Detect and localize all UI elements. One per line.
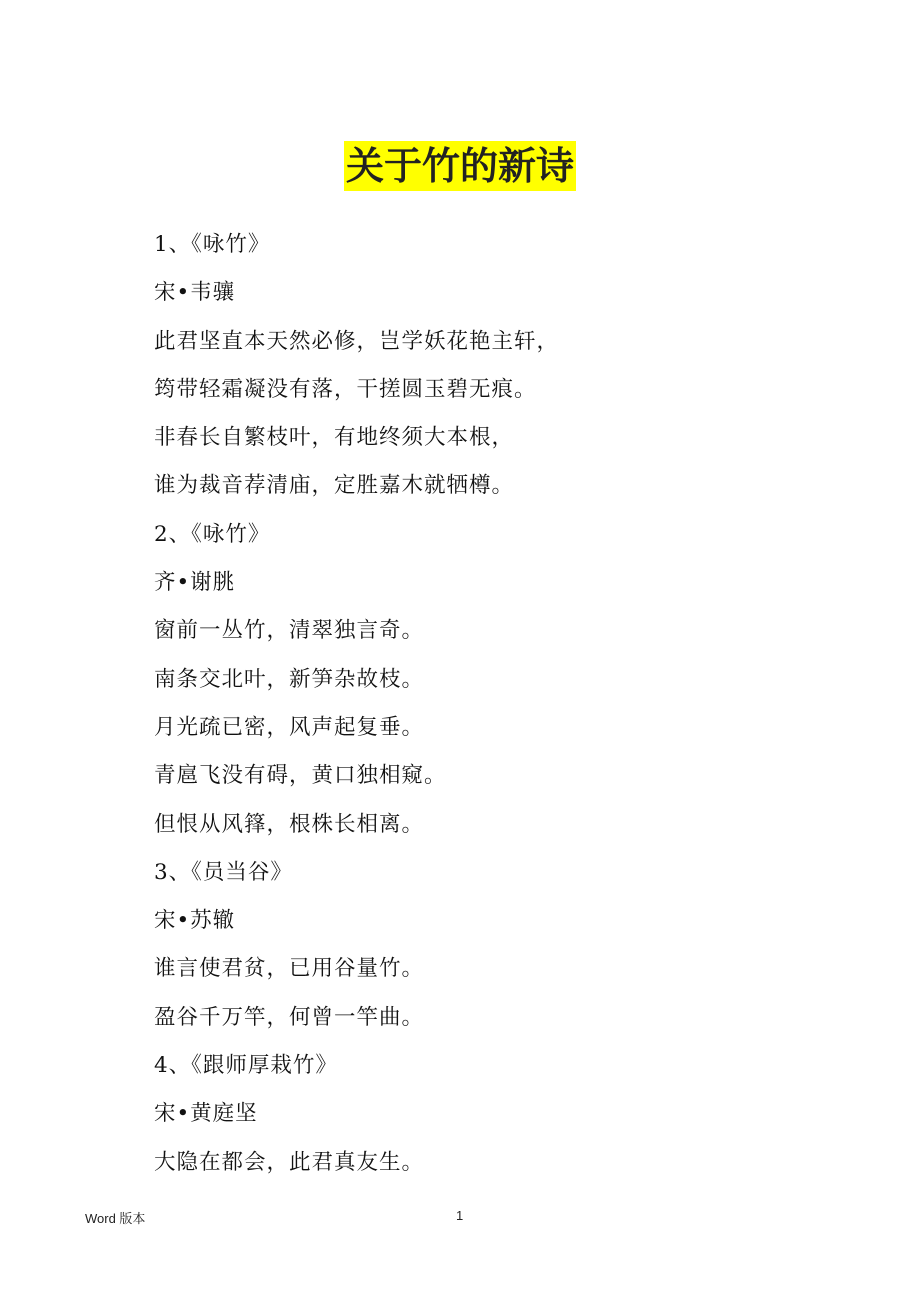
text-line: 谁言使君贫，已用谷量竹。 bbox=[154, 956, 425, 982]
text-line: 月光疏已密，风声起复垂。 bbox=[154, 714, 425, 740]
text-line: 2、《咏竹》 bbox=[154, 521, 271, 547]
text-line: 宋•韦骧 bbox=[154, 280, 236, 306]
text-line: 筠带轻霜凝没有落，干搓圆玉碧无痕。 bbox=[154, 376, 537, 402]
text-line: 1、《咏竹》 bbox=[154, 232, 271, 257]
text-line: 4、《跟师厚栽竹》 bbox=[154, 1053, 338, 1079]
text-line: 大隐在都会，此君真友生。 bbox=[154, 1149, 425, 1175]
text-line: 3、《员当谷》 bbox=[154, 859, 293, 885]
text-line: 南条交北叶，新笋杂故枝。 bbox=[154, 666, 425, 692]
text-line: 青扈飞没有碍，黄口独相窥。 bbox=[154, 763, 447, 789]
text-line: 非春长自繁枝叶，有地终须大本根， bbox=[154, 425, 515, 451]
document-body bbox=[154, 225, 854, 1191]
text-line: 盈谷千万竿，何曾一竿曲。 bbox=[154, 1004, 425, 1030]
text-line: 谁为裁音荐清庙，定胜嘉木就牺樽。 bbox=[154, 473, 515, 499]
page-number: 1 bbox=[456, 1208, 464, 1223]
title-container bbox=[0, 141, 920, 191]
text-line: 宋•黄庭坚 bbox=[154, 1101, 258, 1127]
text-line: 齐•谢朓 bbox=[154, 570, 236, 596]
document-title: 关于竹的新诗 bbox=[344, 141, 576, 191]
text-line: 但恨从风箨，根株长相离。 bbox=[154, 811, 425, 837]
text-line: 此君坚直本天然必修，岂学妖花艳主轩， bbox=[154, 328, 560, 354]
text-line: 窗前一丛竹，清翠独言奇。 bbox=[154, 618, 425, 644]
footer-label: Word 版本 bbox=[85, 1211, 146, 1226]
text-line: 宋•苏辙 bbox=[154, 908, 236, 934]
